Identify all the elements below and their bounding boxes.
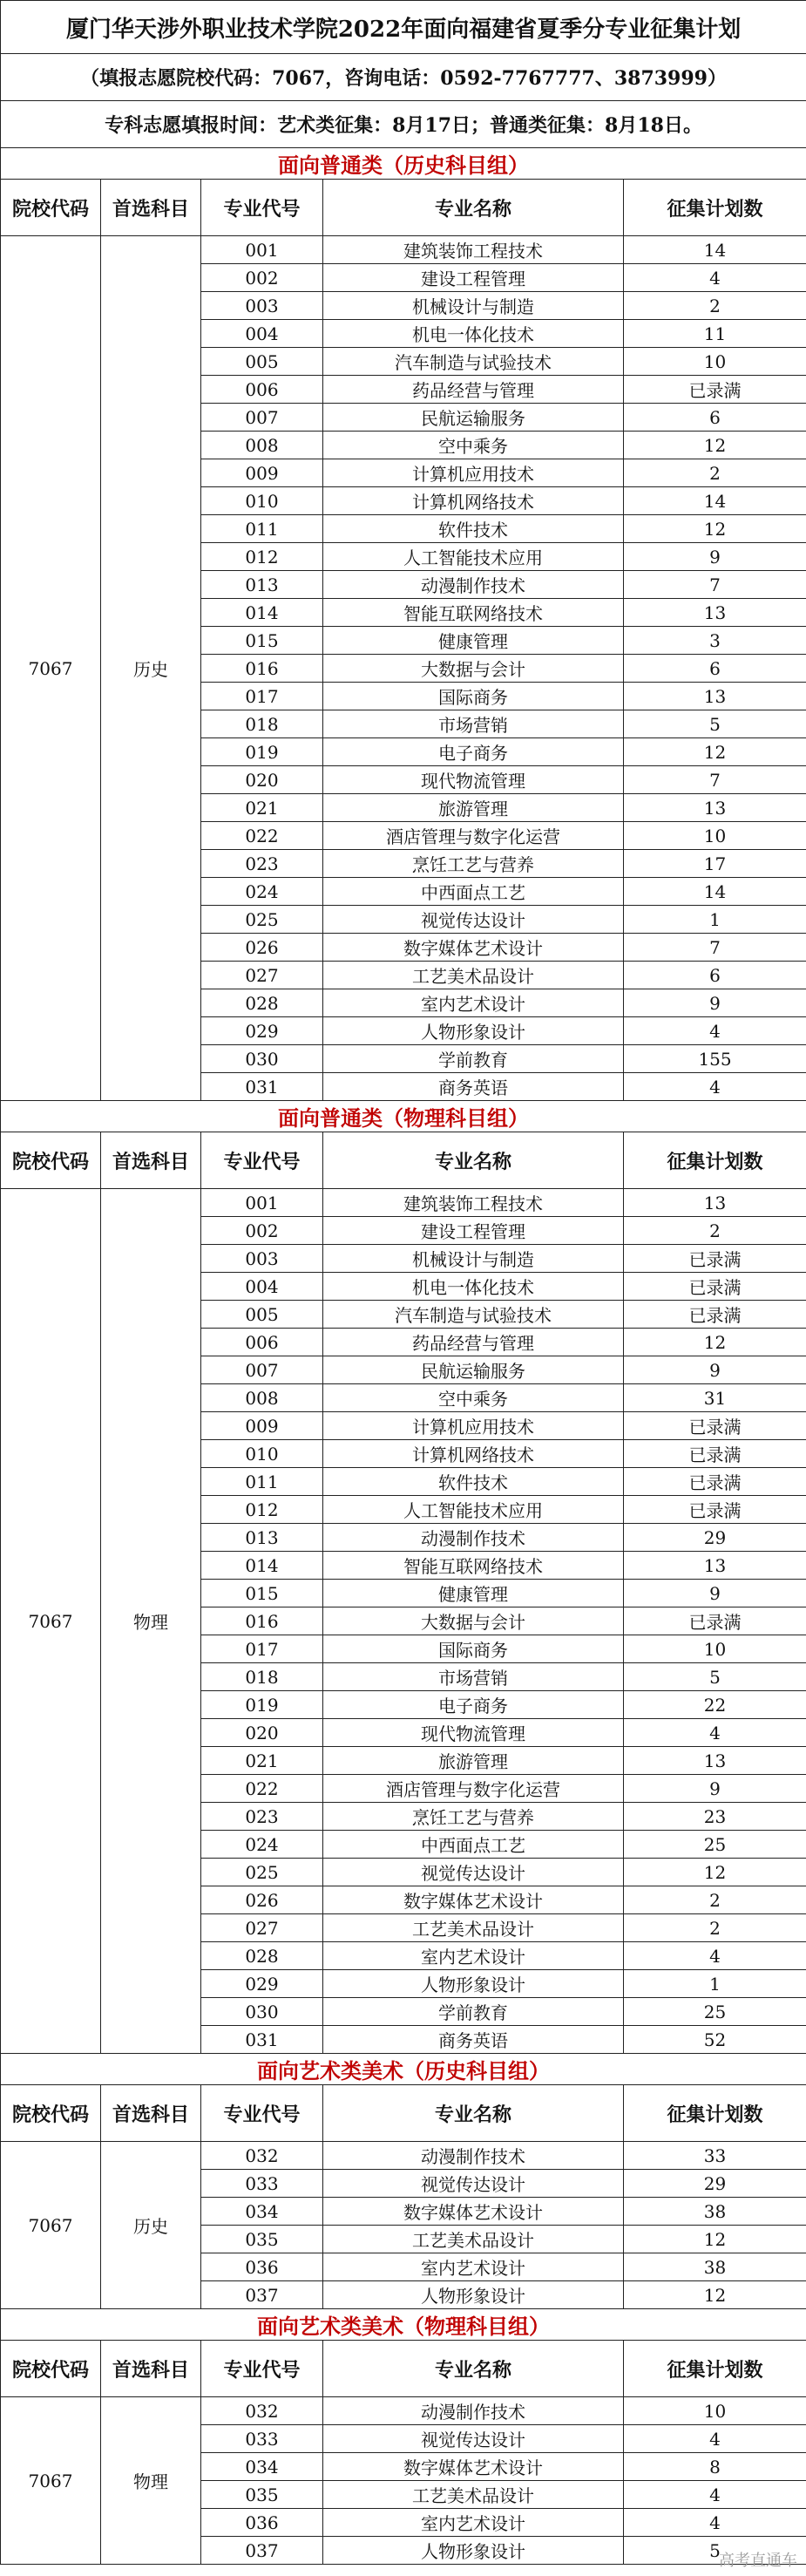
major-name-cell: 计算机网络技术 [323, 487, 624, 515]
plan-count-cell: 6 [624, 655, 806, 683]
table-row [1, 2397, 806, 2425]
plan-count-cell: 9 [624, 1775, 806, 1803]
plan-count-cell: 9 [624, 989, 806, 1017]
major-code-cell: 028 [201, 1942, 323, 1970]
major-name-cell: 工艺美术品设计 [323, 2481, 624, 2509]
plan-count-cell: 33 [624, 2142, 806, 2170]
plan-count-cell: 已录满 [624, 376, 806, 404]
plan-count-cell: 13 [624, 599, 806, 627]
plan-count-cell: 1 [624, 906, 806, 934]
major-name-cell: 软件技术 [323, 515, 624, 543]
plan-count-cell: 38 [624, 2253, 806, 2281]
major-code-cell: 022 [201, 1775, 323, 1803]
header-major-name: 专业名称 [323, 1132, 624, 1189]
plan-count-cell: 3 [624, 627, 806, 655]
major-code-cell: 015 [201, 1580, 323, 1607]
plan-count-cell: 已录满 [624, 1412, 806, 1440]
major-code-cell: 018 [201, 710, 323, 738]
major-name-cell: 药品经营与管理 [323, 376, 624, 404]
major-name-cell: 视觉传达设计 [323, 2170, 624, 2198]
major-name-cell: 建筑装饰工程技术 [323, 236, 624, 264]
major-name-cell: 民航运输服务 [323, 404, 624, 432]
section-title-row [1, 2054, 806, 2085]
plan-count-cell: 4 [624, 2425, 806, 2453]
school-code-cell: 7067 [1, 2397, 101, 2565]
plan-count-cell: 52 [624, 2026, 806, 2054]
header-major-code: 专业代号 [201, 1132, 323, 1189]
plan-count-cell: 10 [624, 348, 806, 376]
major-code-cell: 021 [201, 1747, 323, 1775]
major-name-cell: 人物形象设计 [323, 1970, 624, 1998]
major-code-cell: 025 [201, 906, 323, 934]
header-row [1, 2085, 806, 2142]
section-title-row [1, 2309, 806, 2341]
major-name-cell: 机械设计与制造 [323, 292, 624, 320]
major-name-cell: 中西面点工艺 [323, 878, 624, 906]
plan-count-cell: 2 [624, 459, 806, 487]
plan-count-cell: 已录满 [624, 1245, 806, 1273]
plan-count-cell: 4 [624, 2481, 806, 2509]
plan-count-cell: 25 [624, 1998, 806, 2026]
plan-count-cell: 38 [624, 2198, 806, 2226]
table-row [1, 1189, 806, 1217]
plan-count-cell: 13 [624, 794, 806, 822]
section-title: 面向普通类（物理科目组） [1, 1101, 806, 1132]
plan-count-cell: 12 [624, 738, 806, 766]
major-name-cell: 大数据与会计 [323, 1607, 624, 1635]
major-code-cell: 036 [201, 2253, 323, 2281]
header-school-code: 院校代码 [1, 1132, 101, 1189]
plan-count-cell: 1 [624, 1970, 806, 1998]
major-name-cell: 电子商务 [323, 738, 624, 766]
major-name-cell: 工艺美术品设计 [323, 962, 624, 989]
major-name-cell: 民航运输服务 [323, 1356, 624, 1384]
plan-count-cell: 11 [624, 320, 806, 348]
major-code-cell: 012 [201, 543, 323, 571]
plan-count-cell: 10 [624, 2397, 806, 2425]
major-code-cell: 033 [201, 2425, 323, 2453]
major-code-cell: 004 [201, 1273, 323, 1301]
major-code-cell: 011 [201, 1468, 323, 1496]
subject-cell: 历史 [101, 2142, 201, 2309]
major-name-cell: 国际商务 [323, 1635, 624, 1663]
major-code-cell: 027 [201, 1914, 323, 1942]
major-name-cell: 工艺美术品设计 [323, 2226, 624, 2253]
major-name-cell: 市场营销 [323, 710, 624, 738]
plan-count-cell: 22 [624, 1691, 806, 1719]
major-name-cell: 中西面点工艺 [323, 1831, 624, 1859]
header-subject: 首选科目 [101, 180, 201, 236]
plan-count-cell: 29 [624, 2170, 806, 2198]
major-name-cell: 酒店管理与数字化运营 [323, 822, 624, 850]
major-name-cell: 智能互联网络技术 [323, 1552, 624, 1580]
major-code-cell: 005 [201, 1301, 323, 1329]
major-code-cell: 028 [201, 989, 323, 1017]
plan-count-cell: 4 [624, 1719, 806, 1747]
major-name-cell: 商务英语 [323, 1073, 624, 1101]
major-name-cell: 烹饪工艺与营养 [323, 850, 624, 878]
major-code-cell: 017 [201, 683, 323, 710]
major-code-cell: 007 [201, 1356, 323, 1384]
plan-count-cell: 10 [624, 1635, 806, 1663]
major-name-cell: 机电一体化技术 [323, 1273, 624, 1301]
plan-count-cell: 2 [624, 1217, 806, 1245]
major-code-cell: 003 [201, 292, 323, 320]
major-name-cell: 动漫制作技术 [323, 2397, 624, 2425]
plan-count-cell: 5 [624, 1663, 806, 1691]
major-code-cell: 008 [201, 1384, 323, 1412]
contact-info: （填报志愿院校代码：7067，咨询电话：0592-7767777、3873999） [1, 54, 806, 101]
header-major-name: 专业名称 [323, 180, 624, 236]
header-plan: 征集计划数 [624, 2085, 806, 2142]
header-row [1, 1132, 806, 1189]
major-code-cell: 006 [201, 376, 323, 404]
major-code-cell: 029 [201, 1970, 323, 1998]
major-name-cell: 动漫制作技术 [323, 2142, 624, 2170]
school-code-cell: 7067 [1, 2142, 101, 2309]
school-code-cell: 7067 [1, 236, 101, 1101]
plan-count-cell: 4 [624, 2509, 806, 2537]
plan-count-cell: 14 [624, 487, 806, 515]
header-plan: 征集计划数 [624, 180, 806, 236]
major-name-cell: 数字媒体艺术设计 [323, 1886, 624, 1914]
major-name-cell: 软件技术 [323, 1468, 624, 1496]
major-code-cell: 024 [201, 1831, 323, 1859]
major-code-cell: 004 [201, 320, 323, 348]
header-major-code: 专业代号 [201, 2341, 323, 2397]
plan-count-cell: 13 [624, 1552, 806, 1580]
major-name-cell: 烹饪工艺与营养 [323, 1803, 624, 1831]
plan-count-cell: 6 [624, 962, 806, 989]
watermark: 高考直通车 [719, 2552, 797, 2570]
section-title-row [1, 1101, 806, 1132]
major-name-cell: 人物形象设计 [323, 2537, 624, 2565]
major-name-cell: 市场营销 [323, 1663, 624, 1691]
header-subject: 首选科目 [101, 2341, 201, 2397]
major-code-cell: 018 [201, 1663, 323, 1691]
major-name-cell: 建设工程管理 [323, 1217, 624, 1245]
major-name-cell: 数字媒体艺术设计 [323, 934, 624, 962]
major-name-cell: 视觉传达设计 [323, 1859, 624, 1886]
plan-count-cell: 5 [624, 710, 806, 738]
major-code-cell: 015 [201, 627, 323, 655]
schedule-info: 专科志愿填报时间：艺术类征集：8月17日；普通类征集：8月18日。 [1, 101, 806, 148]
header-plan: 征集计划数 [624, 1132, 806, 1189]
plan-count-cell: 4 [624, 264, 806, 292]
plan-count-cell: 4 [624, 1942, 806, 1970]
major-name-cell: 旅游管理 [323, 1747, 624, 1775]
major-code-cell: 019 [201, 1691, 323, 1719]
plan-count-cell: 12 [624, 432, 806, 459]
major-code-cell: 002 [201, 264, 323, 292]
major-name-cell: 商务英语 [323, 2026, 624, 2054]
major-name-cell: 视觉传达设计 [323, 906, 624, 934]
plan-count-cell: 4 [624, 1017, 806, 1045]
major-code-cell: 013 [201, 1524, 323, 1552]
major-code-cell: 019 [201, 738, 323, 766]
plan-count-cell: 已录满 [624, 1468, 806, 1496]
major-code-cell: 036 [201, 2509, 323, 2537]
major-name-cell: 大数据与会计 [323, 655, 624, 683]
major-name-cell: 现代物流管理 [323, 1719, 624, 1747]
major-code-cell: 027 [201, 962, 323, 989]
header-row [1, 2341, 806, 2397]
plan-count-cell: 29 [624, 1524, 806, 1552]
contact-row [1, 54, 806, 101]
major-name-cell: 人物形象设计 [323, 2281, 624, 2309]
major-name-cell: 健康管理 [323, 627, 624, 655]
major-code-cell: 026 [201, 934, 323, 962]
major-code-cell: 035 [201, 2481, 323, 2509]
major-code-cell: 014 [201, 599, 323, 627]
header-major-code: 专业代号 [201, 2085, 323, 2142]
plan-count-cell: 31 [624, 1384, 806, 1412]
school-code-cell: 7067 [1, 1189, 101, 2054]
major-code-cell: 002 [201, 1217, 323, 1245]
major-code-cell: 016 [201, 655, 323, 683]
plan-count-cell: 已录满 [624, 1607, 806, 1635]
major-code-cell: 032 [201, 2397, 323, 2425]
plan-count-cell: 2 [624, 292, 806, 320]
major-code-cell: 037 [201, 2537, 323, 2565]
plan-count-cell: 9 [624, 1580, 806, 1607]
major-code-cell: 008 [201, 432, 323, 459]
major-code-cell: 030 [201, 1998, 323, 2026]
page-title: 厦门华天涉外职业技术学院2022年面向福建省夏季分专业征集计划 [1, 1, 806, 54]
header-school-code: 院校代码 [1, 2085, 101, 2142]
major-code-cell: 025 [201, 1859, 323, 1886]
plan-count-cell: 14 [624, 236, 806, 264]
major-name-cell: 动漫制作技术 [323, 571, 624, 599]
major-name-cell: 汽车制造与试验技术 [323, 348, 624, 376]
section-title: 面向普通类（历史科目组） [1, 148, 806, 180]
major-name-cell: 酒店管理与数字化运营 [323, 1775, 624, 1803]
major-name-cell: 学前教育 [323, 1045, 624, 1073]
major-code-cell: 023 [201, 1803, 323, 1831]
major-name-cell: 计算机应用技术 [323, 459, 624, 487]
major-code-cell: 022 [201, 822, 323, 850]
major-name-cell: 计算机网络技术 [323, 1440, 624, 1468]
plan-count-cell: 6 [624, 404, 806, 432]
major-name-cell: 视觉传达设计 [323, 2425, 624, 2453]
major-name-cell: 空中乘务 [323, 1384, 624, 1412]
header-school-code: 院校代码 [1, 2341, 101, 2397]
plan-count-cell: 13 [624, 683, 806, 710]
major-name-cell: 人工智能技术应用 [323, 543, 624, 571]
major-code-cell: 017 [201, 1635, 323, 1663]
header-major-code: 专业代号 [201, 180, 323, 236]
major-code-cell: 031 [201, 1073, 323, 1101]
plan-count-cell: 5 [624, 2537, 806, 2565]
plan-count-cell: 12 [624, 2281, 806, 2309]
major-name-cell: 机械设计与制造 [323, 1245, 624, 1273]
plan-count-cell: 4 [624, 1073, 806, 1101]
major-name-cell: 室内艺术设计 [323, 2509, 624, 2537]
header-major-name: 专业名称 [323, 2085, 624, 2142]
plan-count-cell: 已录满 [624, 1496, 806, 1524]
major-code-cell: 006 [201, 1329, 323, 1356]
major-code-cell: 023 [201, 850, 323, 878]
plan-count-cell: 12 [624, 1329, 806, 1356]
section-title: 面向艺术类美术（历史科目组） [1, 2054, 806, 2085]
subject-cell: 物理 [101, 2397, 201, 2565]
plan-count-cell: 12 [624, 2226, 806, 2253]
major-code-cell: 012 [201, 1496, 323, 1524]
major-name-cell: 健康管理 [323, 1580, 624, 1607]
major-name-cell: 机电一体化技术 [323, 320, 624, 348]
major-code-cell: 037 [201, 2281, 323, 2309]
major-name-cell: 建筑装饰工程技术 [323, 1189, 624, 1217]
subject-cell: 历史 [101, 236, 201, 1101]
major-code-cell: 003 [201, 1245, 323, 1273]
plan-count-cell: 155 [624, 1045, 806, 1073]
major-name-cell: 室内艺术设计 [323, 2253, 624, 2281]
plan-count-cell: 13 [624, 1189, 806, 1217]
plan-count-cell: 9 [624, 543, 806, 571]
plan-count-cell: 12 [624, 1859, 806, 1886]
table-row [1, 2142, 806, 2170]
plan-count-cell: 7 [624, 934, 806, 962]
header-plan: 征集计划数 [624, 2341, 806, 2397]
major-code-cell: 034 [201, 2198, 323, 2226]
major-code-cell: 032 [201, 2142, 323, 2170]
plan-count-cell: 23 [624, 1803, 806, 1831]
major-code-cell: 001 [201, 1189, 323, 1217]
major-code-cell: 026 [201, 1886, 323, 1914]
major-code-cell: 030 [201, 1045, 323, 1073]
major-code-cell: 001 [201, 236, 323, 264]
major-name-cell: 人物形象设计 [323, 1017, 624, 1045]
plan-count-cell: 已录满 [624, 1301, 806, 1329]
major-code-cell: 031 [201, 2026, 323, 2054]
major-code-cell: 011 [201, 515, 323, 543]
major-name-cell: 现代物流管理 [323, 766, 624, 794]
major-name-cell: 计算机应用技术 [323, 1412, 624, 1440]
major-name-cell: 旅游管理 [323, 794, 624, 822]
plan-count-cell: 8 [624, 2453, 806, 2481]
major-code-cell: 024 [201, 878, 323, 906]
major-name-cell: 药品经营与管理 [323, 1329, 624, 1356]
schedule-row [1, 101, 806, 148]
major-code-cell: 035 [201, 2226, 323, 2253]
major-code-cell: 009 [201, 1412, 323, 1440]
major-name-cell: 人工智能技术应用 [323, 1496, 624, 1524]
major-name-cell: 电子商务 [323, 1691, 624, 1719]
plan-count-cell: 9 [624, 1356, 806, 1384]
plan-count-cell: 7 [624, 766, 806, 794]
plan-count-cell: 已录满 [624, 1273, 806, 1301]
major-code-cell: 020 [201, 766, 323, 794]
major-code-cell: 021 [201, 794, 323, 822]
major-code-cell: 005 [201, 348, 323, 376]
major-code-cell: 014 [201, 1552, 323, 1580]
major-code-cell: 007 [201, 404, 323, 432]
plan-count-cell: 已录满 [624, 1440, 806, 1468]
major-code-cell: 009 [201, 459, 323, 487]
header-subject: 首选科目 [101, 2085, 201, 2142]
plan-count-cell: 13 [624, 1747, 806, 1775]
major-name-cell: 室内艺术设计 [323, 989, 624, 1017]
major-name-cell: 数字媒体艺术设计 [323, 2453, 624, 2481]
major-name-cell: 智能互联网络技术 [323, 599, 624, 627]
major-code-cell: 034 [201, 2453, 323, 2481]
major-name-cell: 建设工程管理 [323, 264, 624, 292]
plan-count-cell: 2 [624, 1886, 806, 1914]
plan-count-cell: 17 [624, 850, 806, 878]
major-name-cell: 国际商务 [323, 683, 624, 710]
plan-count-cell: 12 [624, 515, 806, 543]
title-row [1, 1, 806, 54]
major-name-cell: 工艺美术品设计 [323, 1914, 624, 1942]
major-code-cell: 016 [201, 1607, 323, 1635]
major-code-cell: 033 [201, 2170, 323, 2198]
section-title-row [1, 148, 806, 180]
plan-count-cell: 10 [624, 822, 806, 850]
plan-count-cell: 2 [624, 1914, 806, 1942]
major-code-cell: 013 [201, 571, 323, 599]
major-code-cell: 029 [201, 1017, 323, 1045]
table-row [1, 236, 806, 264]
major-name-cell: 室内艺术设计 [323, 1942, 624, 1970]
plan-count-cell: 7 [624, 571, 806, 599]
major-name-cell: 汽车制造与试验技术 [323, 1301, 624, 1329]
major-code-cell: 020 [201, 1719, 323, 1747]
major-name-cell: 空中乘务 [323, 432, 624, 459]
section-title: 面向艺术类美术（物理科目组） [1, 2309, 806, 2341]
header-subject: 首选科目 [101, 1132, 201, 1189]
major-code-cell: 010 [201, 487, 323, 515]
plan-count-cell: 14 [624, 878, 806, 906]
header-school-code: 院校代码 [1, 180, 101, 236]
major-code-cell: 010 [201, 1440, 323, 1468]
plan-count-cell: 25 [624, 1831, 806, 1859]
major-name-cell: 学前教育 [323, 1998, 624, 2026]
subject-cell: 物理 [101, 1189, 201, 2054]
major-name-cell: 数字媒体艺术设计 [323, 2198, 624, 2226]
header-major-name: 专业名称 [323, 2341, 624, 2397]
header-row [1, 180, 806, 236]
major-name-cell: 动漫制作技术 [323, 1524, 624, 1552]
